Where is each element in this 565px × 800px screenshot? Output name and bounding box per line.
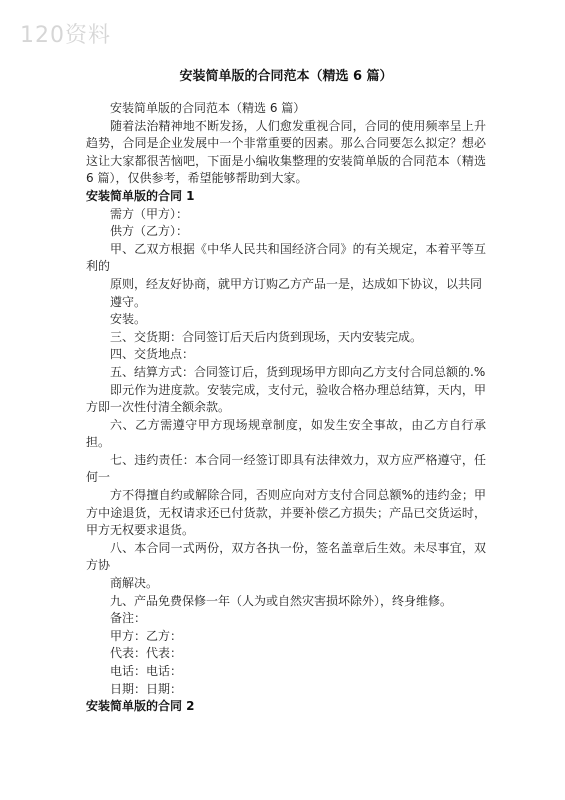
paragraph: 即元作为进度款。安装完成，支付元，验收合格办理总结算，天内，甲方即一次性付清全额余款。 (86, 382, 486, 415)
paragraph: 七、违约责任：本合同一经签订即具有法律效力，双方应严格遵守，任何一 (86, 452, 486, 485)
paragraph: 方不得擅自约或解除合同，否则应向对方支付合同总额%的违约金；甲方中途退货，无权请求还已付货款，并要补偿乙方损失；产品已交货运时，甲方无权要求退货。 (86, 488, 486, 538)
document-title: 安装简单版的合同范本（精选 6 篇） (179, 69, 393, 84)
section-heading: 安装简单版的合同 2 (86, 699, 195, 714)
paragraph: 甲、乙双方根据《中华人民共和国经济合同》的有关规定，本着平等互利的 (86, 241, 486, 274)
paragraph: 遵守。 (110, 294, 147, 309)
paragraph: 三、交货期：合同签订后天后内货到现场，天内安装完成。 (110, 329, 423, 344)
paragraph: 备注： (110, 611, 147, 626)
paragraph: 甲方：乙方： (110, 628, 183, 643)
paragraph: 安装。 (110, 312, 147, 327)
document-body (86, 100, 486, 716)
watermark-logo: 120资料 (20, 23, 111, 48)
paragraph: 随着法治精神地不断发扬，人们愈发重视合同，合同的使用频率呈上升趋势，合同是企业发展中一个非常重要的因素。那么合同要怎么拟定？想必这让大家都很苦恼吧，下面是小编收集整理的安装简单版的合同范本（精选 6 篇），仅供参考，希望能够帮助到大家。 (86, 118, 486, 186)
paragraph: 供方（乙方）： (110, 224, 189, 239)
paragraph: 八、本合同一式两份，双方各执一份，签名盖章后生效。未尽事宜，双方协 (86, 540, 486, 573)
document-page (86, 66, 486, 716)
paragraph: 五、结算方式：合同签订后，货到现场甲方即向乙方支付合同总额的.% (110, 364, 486, 379)
paragraph: 安装简单版的合同范本（精选 6 篇） (110, 101, 306, 115)
paragraph: 原则，经友好协商，就甲方订购乙方产品一是，达成如下协议，以共同 (110, 276, 483, 291)
paragraph: 商解决。 (110, 576, 159, 591)
paragraph: 九、产品免费保修一年（人为或自然灾害损坏除外），终身维修。 (110, 593, 453, 608)
paragraph: 电话：电话： (110, 664, 183, 678)
paragraph: 需方（甲方）： (110, 206, 189, 221)
paragraph: 日期：日期： (110, 681, 183, 696)
paragraph: 四、交货地点： (110, 347, 195, 362)
paragraph: 六、乙方需遵守甲方现场规章制度，如发生安全事故，由乙方自行承担。 (86, 417, 486, 450)
paragraph: 代表：代表： (110, 646, 183, 661)
section-heading: 安装简单版的合同 1 (86, 188, 195, 203)
